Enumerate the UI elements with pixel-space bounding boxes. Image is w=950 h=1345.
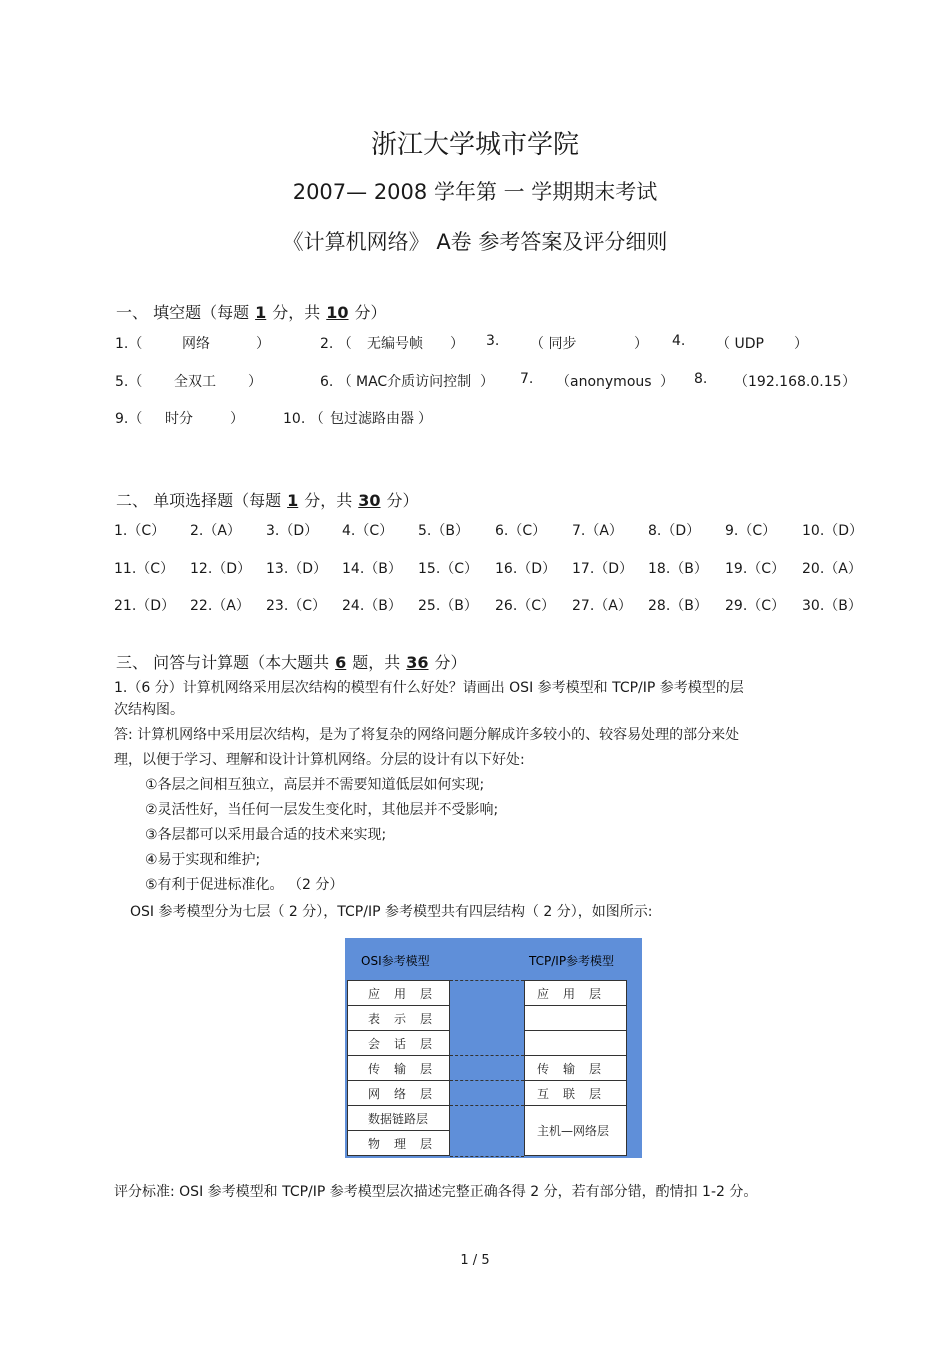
section-fill-heading: 一、 填空题（每题 1 分，共 10 分） [116,303,387,322]
tcp-layer: 主机—网络层 [524,1105,627,1156]
osi-layer: 会话层 [347,1030,450,1056]
question-1-line-1: 1.（6 分）计算机网络采用层次结构的模型有什么好处？请画出 OSI 参考模型和 TCP/IP 参考模型的层 [114,680,744,696]
answer-line-1: 答: 计算机网络中采用层次结构，是为了将复杂的网络问题分解成许多较小的、较容易处理的部分来处 [114,727,740,743]
tcp-layer-empty [524,1030,627,1056]
question-1-line-2: 次结构图。 [114,702,184,718]
osi-layer: 网络层 [347,1080,450,1106]
tcp-header: TCP/IP参考模型 [529,954,615,968]
osi-layer: 表示层 [347,1005,450,1031]
page-number: 1 / 5 [460,1253,490,1268]
osi-tcpip-diagram [345,938,642,1158]
tcp-layer: 互联层 [524,1080,627,1106]
choice-answers-row-2: 11.（C） 12.（D） 13.（D） 14.（B） 15.（C） 16.（D） 17.（D） 18.（B） 19.（C） 20.（A） [114,561,862,577]
model-description: OSI 参考模型分为七层（ 2 分），TCP/IP 参考模型共有四层结构（ 2 分），如图所示: [130,904,653,920]
exam-term: 2007— 2008 学年第 一 学期期末考试 [292,180,658,204]
school-title: 浙江大学城市学院 [370,130,579,160]
tcp-layer: 传输层 [524,1055,627,1081]
benefit-item: ③各层都可以采用最合适的技术来实现; [145,827,387,843]
benefit-item: ②灵活性好，当任何一层发生变化时，其他层并不受影响; [145,802,499,818]
mapping-line [450,1080,524,1081]
tcp-layer: 应用层 [524,980,627,1006]
mapping-line [450,1055,524,1056]
mapping-line [450,980,524,981]
mapping-line [450,1105,524,1106]
mapping-line [450,1156,524,1157]
fill-answers-row-3: 9.（ 时分 ） 10. （ 包过滤路由器 ） [115,411,432,427]
fill-answers-row-2: 5.（ 全双工 ） 6. （ MAC介质访问控制 ） 7. （anonymous ） 8. （192.168.0.15 ） [115,371,856,390]
osi-header: OSI参考模型 [361,954,430,968]
choice-answers-row-3: 21.（D） 22.（A） 23.（C） 24.（B） 25.（B） 26.（C） 27.（A） 28.（B） 29.（C） 30.（B） [114,598,862,614]
section-qa-heading: 三、 问答与计算题（本大题共 6 题，共 36 分） [116,653,467,672]
osi-layer: 应用层 [347,980,450,1006]
benefit-item: ⑤有利于促进标准化。 （2 分） [145,877,344,893]
tcp-layer-empty [524,1005,627,1031]
osi-layer: 传输层 [347,1055,450,1081]
grading-criteria: 评分标准: OSI 参考模型和 TCP/IP 参考模型层次描述完整正确各得 2 分，若有部分错，酌情扣 1-2 分。 [114,1184,758,1200]
section-choice-heading: 二、 单项选择题（每题 1 分，共 30 分） [116,491,419,510]
fill-answers-row-1: 1.（ 网络 ） 2. （ 无编号帧 ） 3. （ 同步 ） 4. （ UDP ） [115,333,808,352]
benefit-item: ①各层之间相互独立，高层并不需要知道低层如何实现; [145,777,485,793]
benefit-item: ④易于实现和维护; [145,852,261,868]
exam-subtitle: 《计算机网络》 A卷 参考答案及评分细则 [282,230,668,254]
answer-line-2: 理，以便于学习、理解和设计计算机网络。分层的设计有以下好处: [114,752,525,768]
osi-layer: 物理层 [347,1130,450,1156]
choice-answers-row-1: 1.（C） 2.（A） 3.（D） 4.（C） 5.（B） 6.（C） 7.（A） 8.（D） 9.（C） 10.（D） [114,523,864,539]
osi-layer: 数据链路层 [347,1105,450,1131]
